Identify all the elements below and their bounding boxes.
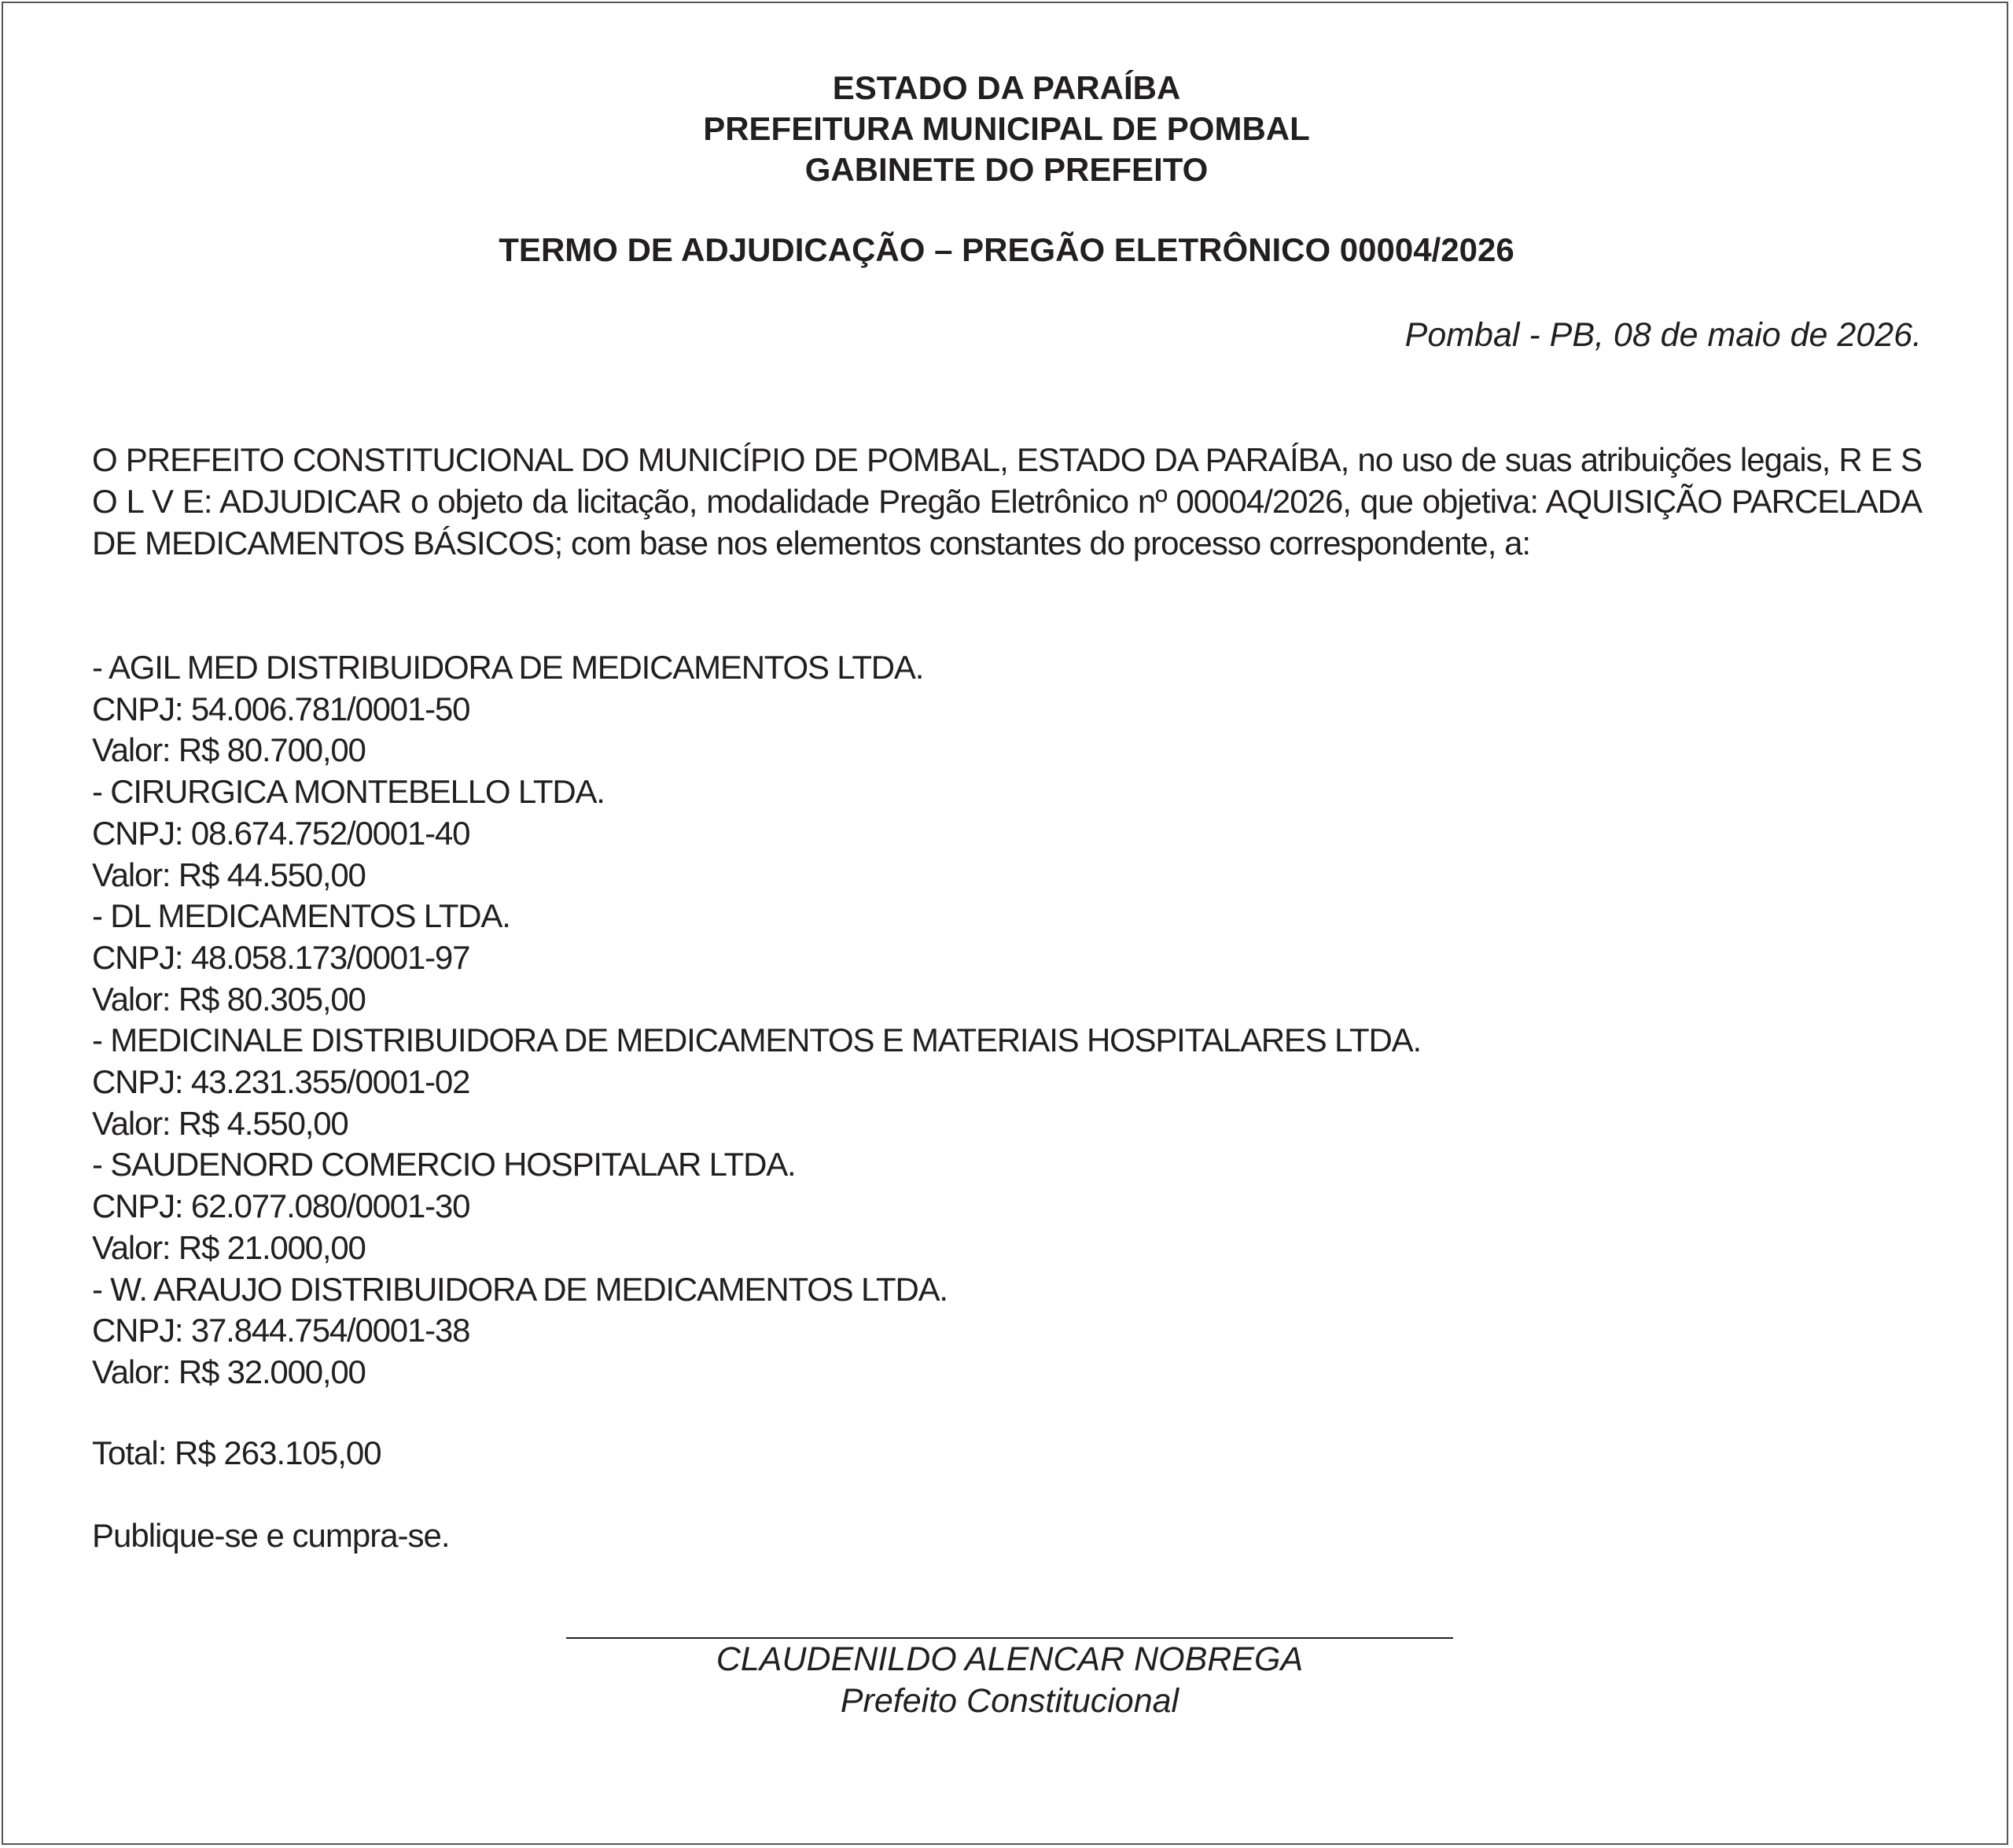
awardee-name: - DL MEDICAMENTOS LTDA. <box>92 897 510 935</box>
awardee-value: Valor: R$ 32.000,00 <box>92 1353 366 1390</box>
awardee-name: - SAUDENORD COMERCIO HOSPITALAR LTDA. <box>92 1146 796 1184</box>
awardee-value: Valor: R$ 44.550,00 <box>92 856 366 893</box>
awardee-name: - AGIL MED DISTRIBUIDORA DE MEDICAMENTOS LTDA. <box>92 649 924 686</box>
awardee-name: - CIRURGICA MONTEBELLO LTDA. <box>92 773 605 811</box>
awardee-value: Valor: R$ 80.700,00 <box>92 731 366 769</box>
document-title: TERMO DE ADJUDICAÇÃO – PREGÃO ELETRÔNICO 00004/2026 <box>499 231 1514 268</box>
awardee-cnpj: CNPJ: 62.077.080/0001-30 <box>92 1187 470 1225</box>
awardee-name: - W. ARAUJO DISTRIBUIDORA DE MEDICAMENTOS LTDA. <box>92 1270 948 1308</box>
header-municipality: PREFEITURA MUNICIPAL DE POMBAL <box>703 110 1310 147</box>
signatory-role: Prefeito Constitucional <box>840 1682 1179 1720</box>
header-office: GABINETE DO PREFEITO <box>804 151 1209 188</box>
awardee-item <box>92 896 1901 1020</box>
awardee-item <box>92 1269 1901 1393</box>
signatory-name: CLAUDENILDO ALENCAR NOBREGA <box>716 1640 1304 1678</box>
header-state: ESTADO DA PARAÍBA <box>832 69 1181 106</box>
document-date: Pombal - PB, 08 de maio de 2026. <box>1404 316 1922 354</box>
awardee-item <box>92 771 1901 896</box>
awardee-cnpj: CNPJ: 48.058.173/0001-97 <box>92 938 470 976</box>
closing-statement: Publique-se e cumpra-se. <box>92 1517 450 1554</box>
body-paragraph: O PREFEITO CONSTITUCIONAL DO MUNICÍPIO DE POMBAL, ESTADO DA PARAÍBA, no uso de suas atribuições legais, R E S O L V E: ADJUDICAR o objeto da licitação, modalidade Pregão Eletrônico nº 00004/2026, que objetiva: AQUISIÇÃO PARCELADA DE MEDICAMENTOS BÁSICOS; com base nos elementos constantes do processo correspondente, a: <box>92 441 1922 561</box>
awardee-cnpj: CNPJ: 37.844.754/0001-38 <box>92 1312 470 1349</box>
awardee-value: Valor: R$ 80.305,00 <box>92 980 366 1018</box>
awardee-value: Valor: R$ 4.550,00 <box>92 1104 348 1142</box>
document-header <box>0 68 2013 190</box>
awardee-list <box>92 647 1901 1393</box>
awardee-value: Valor: R$ 21.000,00 <box>92 1228 366 1266</box>
awardee-item <box>92 647 1901 771</box>
total-value: Total: R$ 263.105,00 <box>92 1434 381 1471</box>
signature-block <box>566 1639 1453 1722</box>
awardee-item <box>92 1144 1901 1268</box>
awardee-cnpj: CNPJ: 43.231.355/0001-02 <box>92 1063 470 1101</box>
awardee-cnpj: CNPJ: 08.674.752/0001-40 <box>92 814 470 852</box>
awardee-cnpj: CNPJ: 54.006.781/0001-50 <box>92 690 470 727</box>
awardee-name: - MEDICINALE DISTRIBUIDORA DE MEDICAMENTOS E MATERIAIS HOSPITALARES LTDA. <box>92 1022 1421 1059</box>
awardee-item <box>92 1020 1901 1144</box>
